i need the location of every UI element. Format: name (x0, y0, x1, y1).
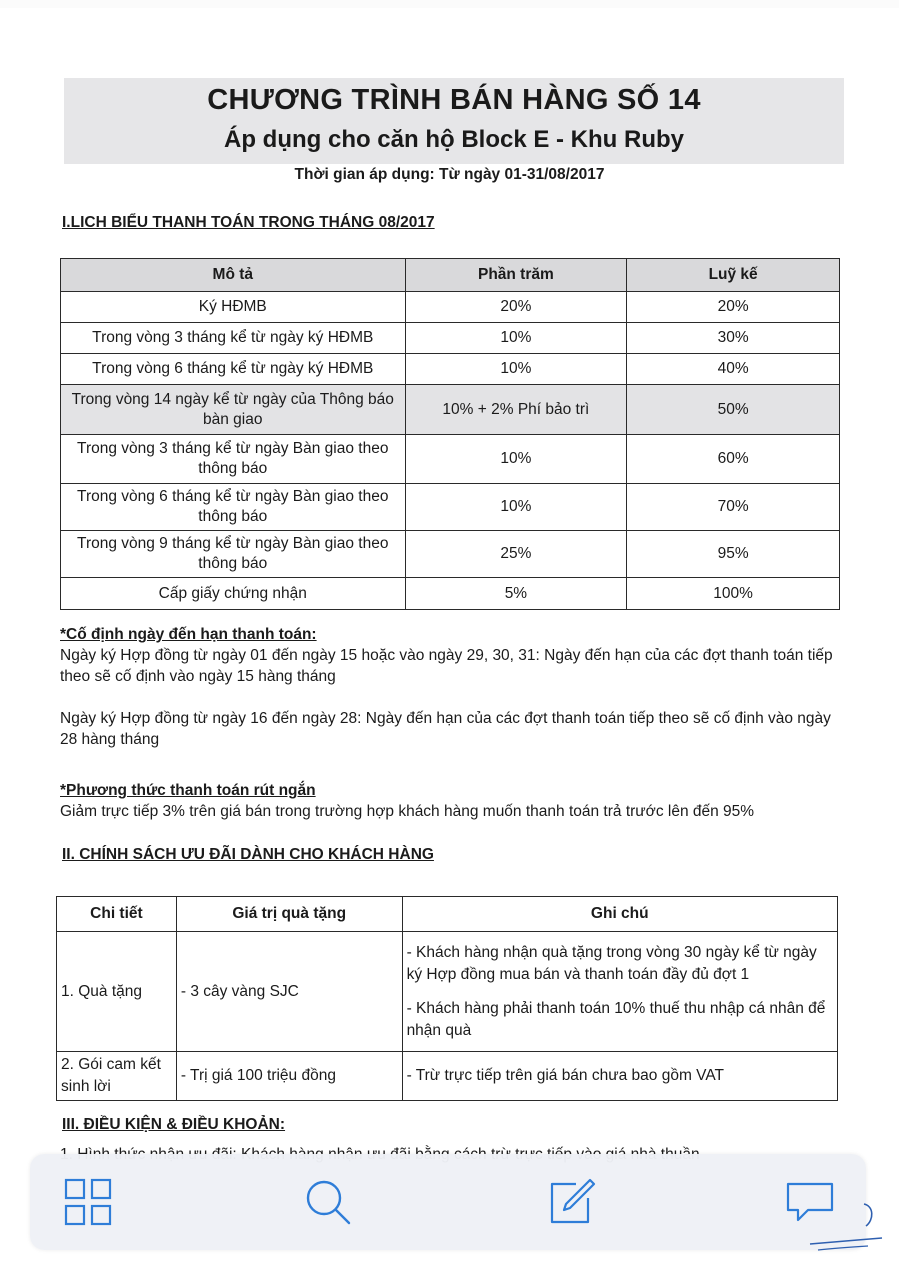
fixed-date-paragraph-2: Ngày ký Hợp đồng từ ngày 16 đến ngày 28: Ngày đến hạn của các đợt thanh toán tiếp theo sẽ cố định vào ngày 28 hàng tháng (60, 710, 831, 748)
cell-cumulative: 20% (627, 292, 840, 323)
fixed-date-title: *Cố định ngày đến hạn thanh toán: (60, 626, 317, 643)
section-1-heading: I.LICH BIỂU THANH TOÁN TRONG THÁNG 08/2017 (62, 214, 435, 231)
table-row (61, 531, 840, 578)
cell-description: Trong vòng 6 tháng kể từ ngày Bàn giao theo thông báo (61, 484, 406, 531)
short-payment-title: *Phương thức thanh toán rút ngắn (60, 782, 316, 799)
col-header-cumulative: Luỹ kế (627, 259, 840, 292)
cell-percent: 10% + 2% Phí bảo trì (405, 385, 627, 435)
table-row (61, 484, 840, 531)
cell-description: Trong vòng 9 tháng kể từ ngày Bàn giao theo thông báo (61, 531, 406, 578)
handwritten-mark (808, 1196, 888, 1256)
page-title: CHƯƠNG TRÌNH BÁN HÀNG SỐ 14 (207, 84, 701, 116)
table-row (57, 1052, 838, 1101)
cell-gift-value: - 3 cây vàng SJC (176, 932, 402, 1052)
cell-cumulative: 60% (627, 435, 840, 484)
table-header-row (61, 259, 840, 292)
col-header-detail: Chi tiết (57, 897, 177, 932)
table-row (61, 385, 840, 435)
col-header-gift-value: Giá trị quà tặng (176, 897, 402, 932)
grid-icon[interactable] (62, 1176, 114, 1228)
table-header-row (57, 897, 838, 932)
title-banner (64, 78, 844, 164)
gift-note-1: - Khách hàng nhận quà tặng trong vòng 30 ngày kể từ ngày ký Hợp đồng mua bán và thanh toán đầy đủ đợt 1 (406, 943, 817, 983)
page-subtitle: Áp dụng cho căn hộ Block E - Khu Ruby (224, 126, 684, 153)
cell-commit-value: - Trị giá 100 triệu đồng (176, 1052, 402, 1101)
col-header-note: Ghi chú (402, 897, 837, 932)
cell-cumulative: 100% (627, 578, 840, 610)
col-header-description: Mô tả (61, 259, 406, 292)
table-row (61, 578, 840, 610)
cell-percent: 10% (405, 435, 627, 484)
cell-cumulative: 50% (627, 385, 840, 435)
section-2-heading: II. CHÍNH SÁCH ƯU ĐÃI DÀNH CHO KHÁCH HÀNG (62, 846, 434, 863)
table-row (61, 323, 840, 354)
cell-commit-note: - Trừ trực tiếp trên giá bán chưa bao gồm VAT (402, 1052, 837, 1101)
cell-description: Trong vòng 14 ngày kể từ ngày của Thông báo bàn giao (61, 385, 406, 435)
document-page (0, 8, 899, 1280)
edit-icon[interactable] (546, 1176, 598, 1228)
section-3-heading: III. ĐIỀU KIỆN & ĐIỀU KHOẢN: (62, 1116, 286, 1133)
cell-cumulative: 30% (627, 323, 840, 354)
cell-cumulative: 95% (627, 531, 840, 578)
apply-period: Thời gian áp dụng: Từ ngày 01-31/08/2017 (294, 166, 605, 183)
cell-percent: 10% (405, 484, 627, 531)
cell-description: Cấp giấy chứng nhận (61, 578, 406, 610)
bottom-toolbar (30, 1154, 866, 1250)
gift-note-2: - Khách hàng phải thanh toán 10% thuế thu nhập cá nhân để nhận quà (406, 999, 826, 1039)
cell-commit-name: 2. Gói cam kết sinh lời (57, 1052, 177, 1101)
short-payment-note (60, 780, 850, 822)
fixed-date-paragraph-1: Ngày ký Hợp đồng từ ngày 01 đến ngày 15 hoặc vào ngày 29, 30, 31: Ngày đến hạn của các đợt thanh toán tiếp theo sẽ cố định vào ngày 15 hàng tháng (60, 647, 833, 685)
benefits-table (56, 896, 838, 1101)
cell-description: Trong vòng 6 tháng kể từ ngày ký HĐMB (61, 354, 406, 385)
cell-percent: 25% (405, 531, 627, 578)
col-header-percent: Phần trăm (405, 259, 627, 292)
table-row (61, 354, 840, 385)
payment-schedule-table (60, 258, 840, 610)
short-payment-text: Giảm trực tiếp 3% trên giá bán trong trường hợp khách hàng muốn thanh toán trả trước lên đến 95% (60, 803, 755, 820)
table-row (61, 292, 840, 323)
cell-gift-note (402, 932, 837, 1052)
cell-description: Trong vòng 3 tháng kể từ ngày Bàn giao theo thông báo (61, 435, 406, 484)
cell-percent: 20% (405, 292, 627, 323)
cell-percent: 10% (405, 323, 627, 354)
cell-percent: 5% (405, 578, 627, 610)
table-row (57, 932, 838, 1052)
cell-description: Trong vòng 3 tháng kể từ ngày ký HĐMB (61, 323, 406, 354)
search-icon[interactable] (302, 1176, 354, 1228)
cell-description: Ký HĐMB (61, 292, 406, 323)
cell-cumulative: 70% (627, 484, 840, 531)
cell-cumulative: 40% (627, 354, 840, 385)
fixed-date-note (60, 624, 850, 750)
cell-percent: 10% (405, 354, 627, 385)
cell-gift-name: 1. Quà tặng (57, 932, 177, 1052)
table-row (61, 435, 840, 484)
